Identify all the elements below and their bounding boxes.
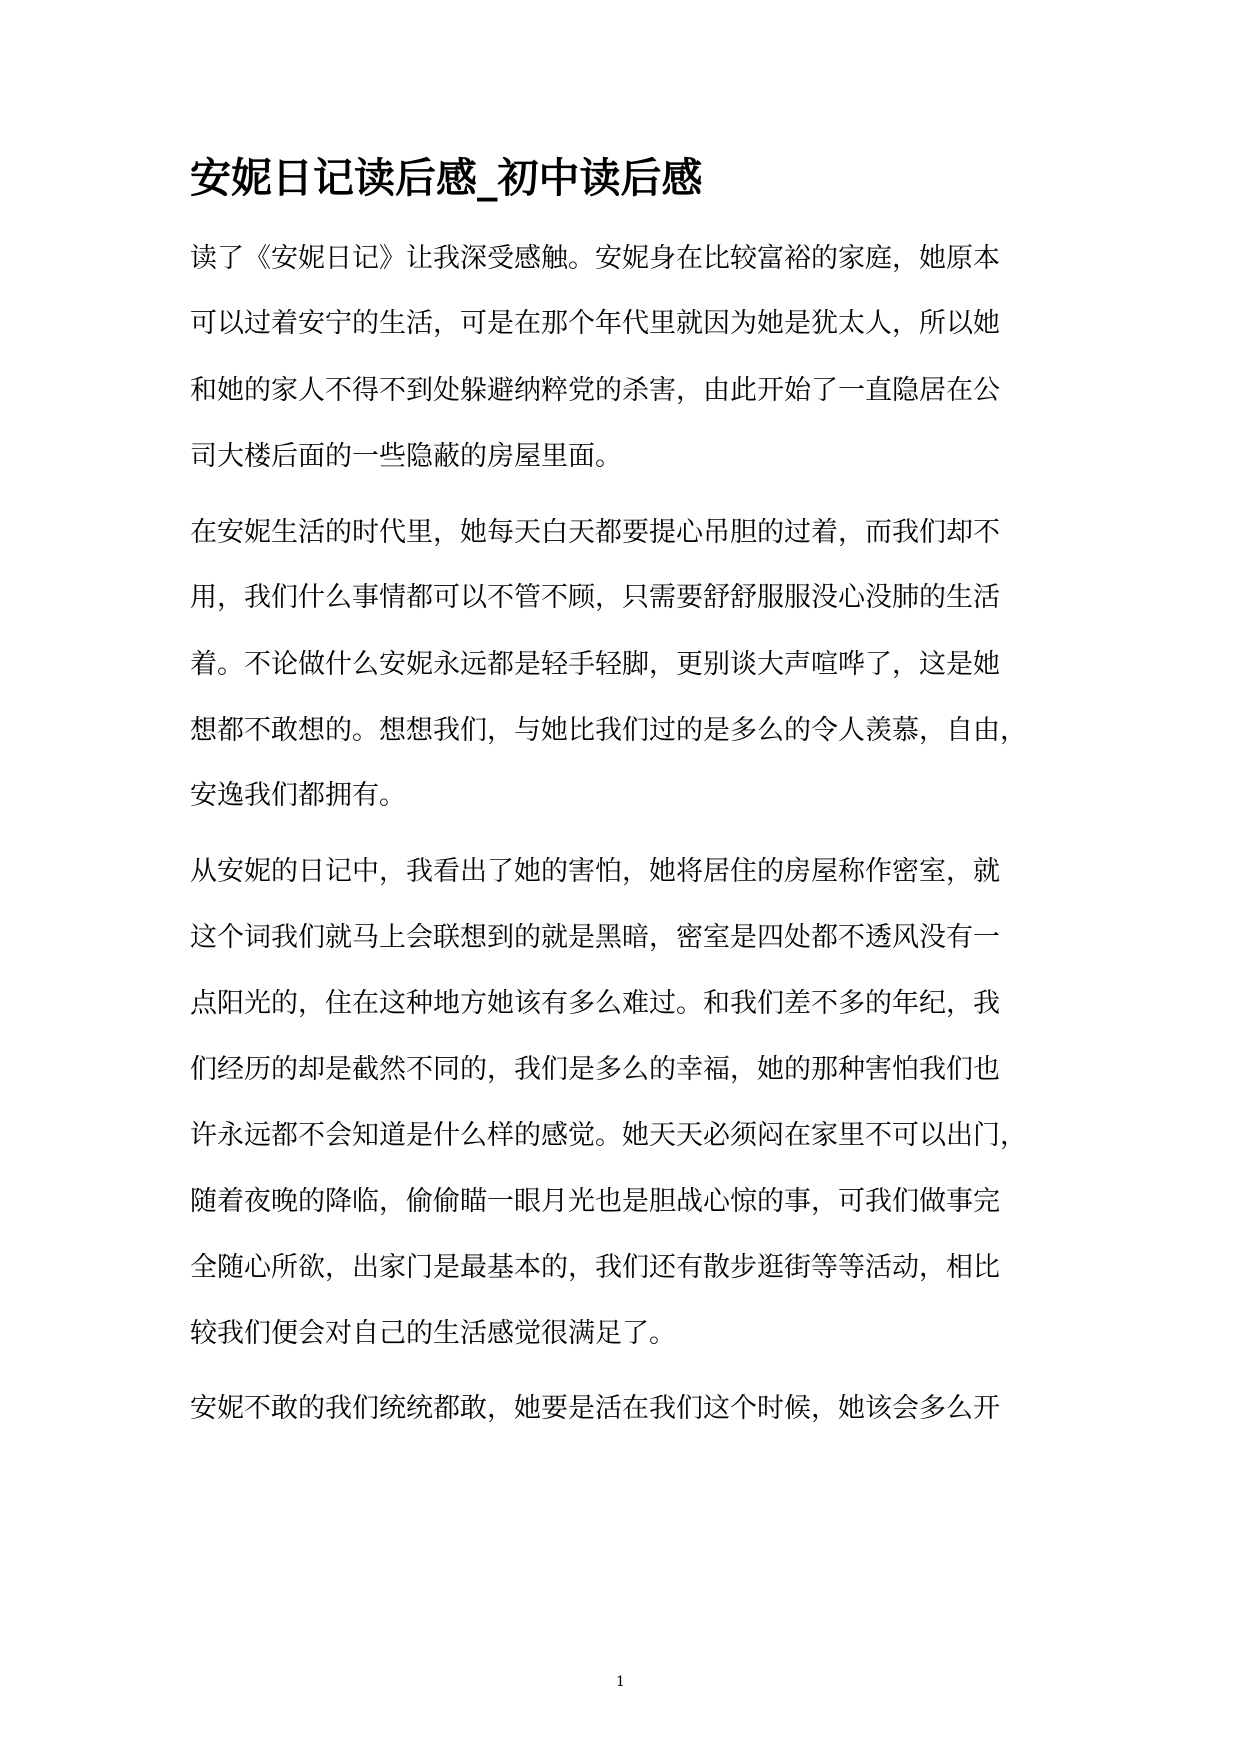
text-line: 在安妮生活的时代里，她每天白天都要提心吊胆的过着，而我们却不 <box>190 517 1000 548</box>
text-line: 全随心所欲，出家门是最基本的，我们还有散步逛街等等活动，相比 <box>190 1252 1000 1283</box>
text-line: 和她的家人不得不到处躲避纳粹党的杀害，由此开始了一直隐居在公 <box>190 375 1000 406</box>
text-line: 司大楼后面的一些隐蔽的房屋里面。 <box>190 441 622 472</box>
text-line: 随着夜晚的降临，偷偷瞄一眼月光也是胆战心惊的事，可我们做事完 <box>190 1186 1000 1217</box>
document-title: 安妮日记读后感_初中读后感 <box>190 154 703 202</box>
text-line: 可以过着安宁的生活，可是在那个年代里就因为她是犹太人，所以她 <box>190 308 1000 339</box>
text-line: 许永远都不会知道是什么样的感觉。她天天必须闷在家里不可以出门， <box>190 1120 1027 1151</box>
text-line: 这个词我们就马上会联想到的就是黑暗，密室是四处都不透风没有一 <box>190 922 1000 953</box>
text-line: 安妮不敢的我们统统都敢，她要是活在我们这个时候，她该会多么开 <box>190 1393 1000 1424</box>
text-line: 用，我们什么事情都可以不管不顾，只需要舒舒服服没心没肺的生活 <box>190 582 1000 613</box>
text-line: 想都不敢想的。想想我们，与她比我们过的是多么的令人羡慕，自由， <box>190 715 1027 746</box>
text-line: 安逸我们都拥有。 <box>190 780 406 811</box>
page-number: 1 <box>616 1674 625 1690</box>
text-line: 较我们便会对自己的生活感觉很满足了。 <box>190 1318 676 1349</box>
text-line: 读了《安妮日记》让我深受感触。安妮身在比较富裕的家庭，她原本 <box>190 243 1000 274</box>
text-line: 从安妮的日记中，我看出了她的害怕，她将居住的房屋称作密室，就 <box>190 856 1000 887</box>
text-line: 点阳光的，住在这种地方她该有多么难过。和我们差不多的年纪，我 <box>190 988 1000 1019</box>
text-line: 着。不论做什么安妮永远都是轻手轻脚，更别谈大声喧哗了，这是她 <box>190 649 1000 680</box>
text-line: 们经历的却是截然不同的，我们是多么的幸福，她的那种害怕我们也 <box>190 1054 1000 1085</box>
